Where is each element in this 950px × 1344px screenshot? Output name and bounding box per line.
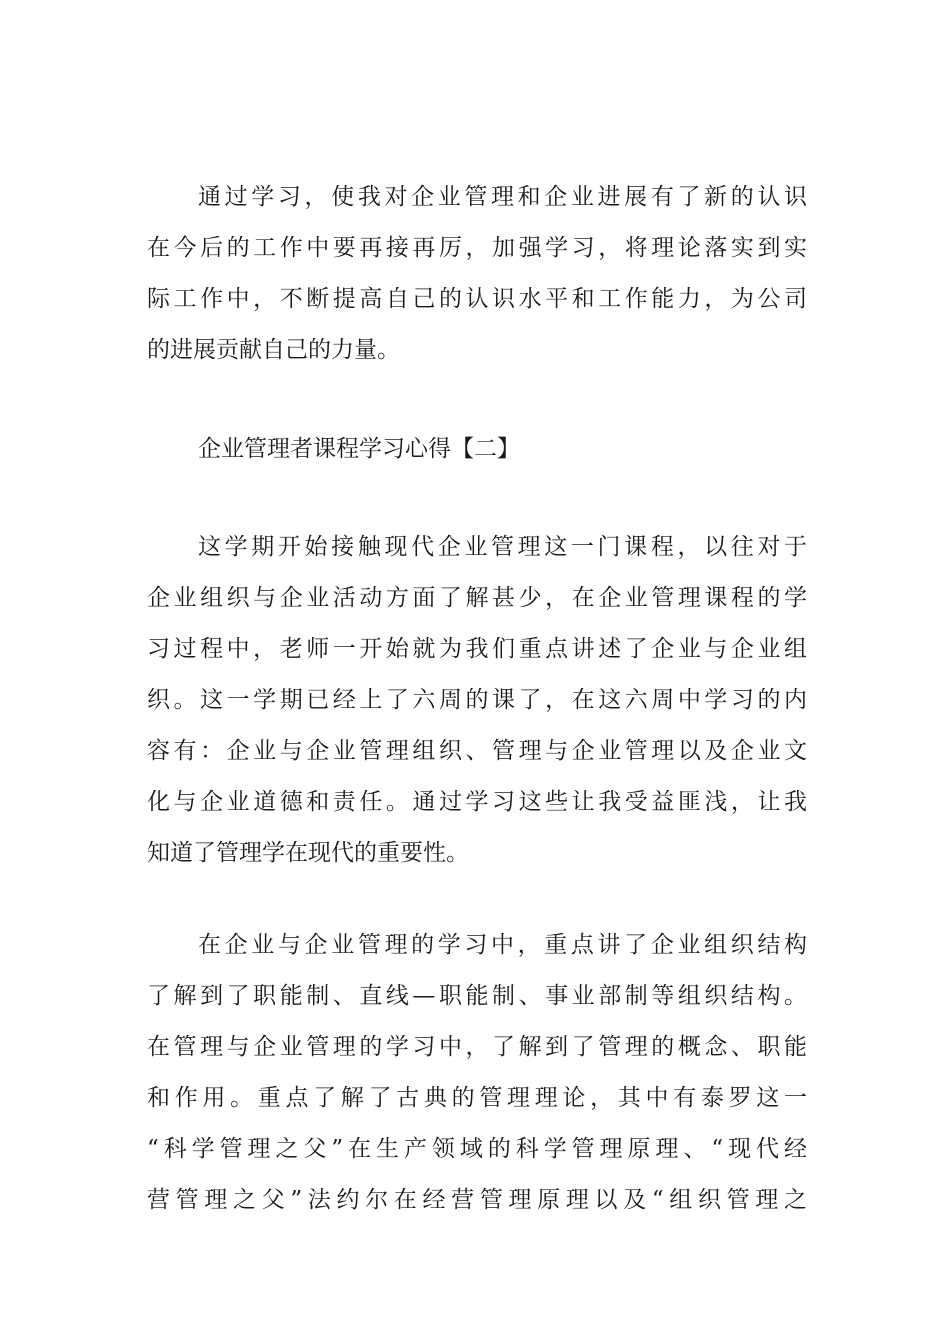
- paragraph-line: “科学管理之父”在生产领域的科学管理原理、“现代经: [147, 1136, 807, 1162]
- paragraph-line: 际工作中，不断提高自己的认识水平和工作能力，为公司: [147, 286, 807, 312]
- paragraph-2: [147, 522, 807, 879]
- paragraph-3: [147, 920, 807, 1226]
- paragraph-line: 了解到了职能制、直线—职能制、事业部制等组织结构。: [147, 983, 807, 1009]
- paragraph-line: 容有：企业与企业管理组织、管理与企业管理以及企业文: [147, 738, 807, 764]
- paragraph-line: 化与企业道德和责任。通过学习这些让我受益匪浅，让我: [147, 789, 807, 815]
- paragraph-line: 习过程中，老师一开始就为我们重点讲述了企业与企业组: [147, 636, 807, 662]
- paragraph-line: 织。这一学期已经上了六周的课了，在这六周中学习的内: [147, 687, 807, 713]
- section-heading: 企业管理者课程学习心得【二】: [198, 436, 520, 462]
- paragraph-line: 在企业与企业管理的学习中，重点讲了企业组织结构: [198, 932, 807, 958]
- paragraph-line: 在今后的工作中要再接再厉，加强学习，将理论落实到实: [147, 235, 807, 261]
- paragraph-line: 营管理之父”法约尔在经营管理原理以及“组织管理之: [147, 1187, 807, 1213]
- paragraph-line: 这学期开始接触现代企业管理这一门课程，以往对于: [198, 534, 807, 560]
- paragraph-line: 通过学习，使我对企业管理和企业进展有了新的认识: [198, 184, 807, 210]
- paragraph-line: 企业组织与企业活动方面了解甚少，在企业管理课程的学: [147, 585, 807, 611]
- paragraph-line: 和作用。重点了解了古典的管理理论，其中有泰罗这一: [147, 1085, 807, 1111]
- paragraph-1: [147, 172, 807, 376]
- paragraph-line: 在管理与企业管理的学习中，了解到了管理的概念、职能: [147, 1034, 807, 1060]
- paragraph-line: 知道了管理学在现代的重要性。: [147, 840, 469, 866]
- paragraph-line: 的进展贡献自己的力量。: [147, 337, 400, 363]
